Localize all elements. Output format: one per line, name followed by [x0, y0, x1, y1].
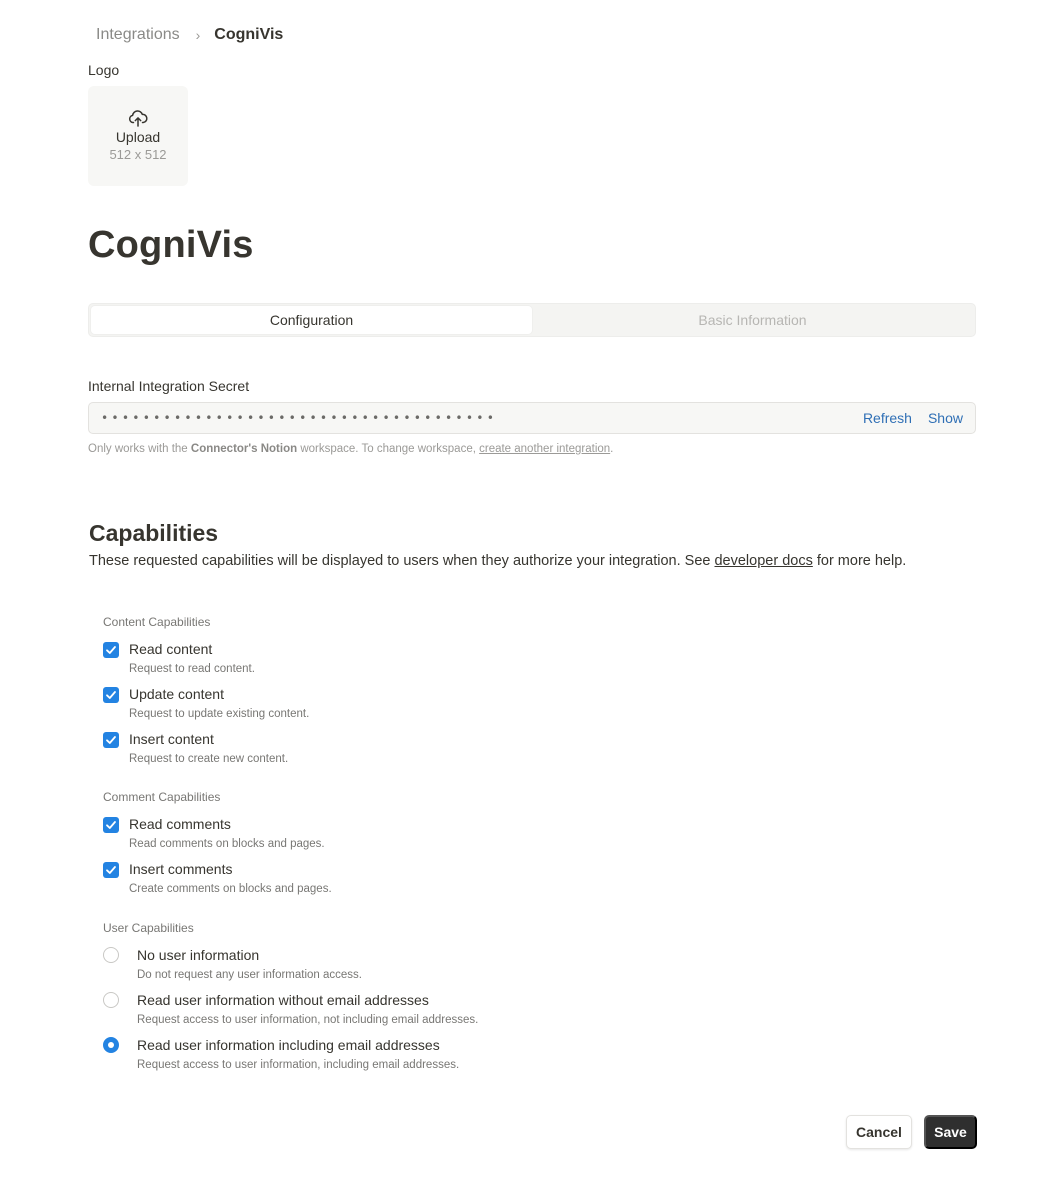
option-description: Request to create new content. — [129, 753, 289, 765]
option-label: Read user information without email addresses — [137, 992, 429, 1008]
breadcrumb — [96, 24, 283, 46]
option-label: No user information — [137, 947, 260, 963]
option-label: Insert content — [129, 731, 214, 747]
no-user-info-option — [103, 946, 362, 983]
secret-help-middle: workspace. To change workspace, — [297, 443, 480, 455]
insert-content-checkbox[interactable] — [103, 732, 119, 748]
checkmark-icon — [105, 689, 117, 701]
user-info-no-email-radio[interactable] — [103, 992, 119, 1008]
tab-bar — [88, 303, 976, 337]
checkmark-icon — [105, 819, 117, 831]
option-label: Insert comments — [129, 861, 233, 877]
refresh-secret-button[interactable]: Refresh — [862, 410, 912, 426]
option-label: Update content — [129, 686, 224, 702]
comment-capabilities-title: Comment Capabilities — [103, 790, 221, 804]
option-description: Request to update existing content. — [129, 708, 310, 720]
secret-field — [88, 402, 976, 434]
option-label: Read content — [129, 641, 213, 657]
capabilities-description — [89, 553, 906, 569]
capabilities-title: Capabilities — [89, 520, 219, 546]
cancel-button[interactable]: Cancel — [846, 1115, 912, 1149]
upload-text: Upload — [115, 129, 161, 145]
page-title: CogniVis — [88, 224, 254, 266]
read-content-checkbox[interactable] — [103, 642, 119, 658]
no-user-info-radio[interactable] — [103, 947, 119, 963]
secret-help-text — [88, 443, 613, 455]
tab-basic-information[interactable]: Basic Information — [698, 312, 807, 328]
content-capabilities-title: Content Capabilities — [103, 615, 211, 629]
update-content-option — [103, 685, 309, 722]
insert-content-option — [103, 730, 288, 767]
option-description: Read comments on blocks and pages. — [129, 838, 325, 850]
create-integration-link[interactable]: create another integration — [479, 443, 611, 455]
save-button[interactable]: Save — [924, 1115, 977, 1149]
upload-size-hint: 512 x 512 — [109, 147, 167, 162]
user-capabilities-title: User Capabilities — [103, 921, 194, 935]
read-comments-checkbox[interactable] — [103, 817, 119, 833]
user-info-no-email-option — [103, 991, 478, 1028]
checkmark-icon — [105, 734, 117, 746]
option-description: Request access to user information, including email addresses. — [137, 1059, 460, 1071]
user-info-with-email-radio[interactable] — [103, 1037, 119, 1053]
show-secret-button[interactable]: Show — [927, 410, 963, 426]
secret-value[interactable]: •••••••••••••••••••••••••••••••••••••• — [101, 411, 498, 425]
logo-upload-button[interactable] — [88, 86, 188, 186]
secret-label: Internal Integration Secret — [88, 378, 250, 394]
chevron-right-icon: › — [195, 27, 201, 43]
insert-comments-checkbox[interactable] — [103, 862, 119, 878]
capabilities-desc-prefix: These requested capabilities will be displayed to users when they authorize your integration. See — [89, 553, 715, 569]
secret-help-workspace: Connector's Notion — [190, 443, 298, 455]
option-label: Read user information including email addresses — [137, 1037, 440, 1053]
checkmark-icon — [105, 864, 117, 876]
checkmark-icon — [105, 644, 117, 656]
breadcrumb-integrations-link[interactable]: Integrations — [96, 26, 180, 43]
secret-help-suffix: . — [610, 443, 614, 455]
read-comments-option — [103, 815, 325, 852]
update-content-checkbox[interactable] — [103, 687, 119, 703]
logo-label: Logo — [88, 62, 120, 78]
cloud-upload-icon — [128, 109, 148, 127]
option-label: Read comments — [129, 816, 231, 832]
option-description: Request access to user information, not including email addresses. — [137, 1014, 479, 1026]
user-info-with-email-option — [103, 1036, 459, 1073]
tab-configuration[interactable]: Configuration — [91, 306, 532, 334]
option-description: Request to read content. — [129, 663, 255, 675]
developer-docs-link[interactable]: developer docs — [714, 553, 813, 569]
secret-help-prefix: Only works with the — [88, 443, 191, 455]
option-description: Create comments on blocks and pages. — [129, 883, 332, 895]
breadcrumb-current: CogniVis — [214, 26, 284, 43]
insert-comments-option — [103, 860, 332, 897]
capabilities-desc-suffix: for more help. — [812, 553, 907, 569]
read-content-option — [103, 640, 255, 677]
option-description: Do not request any user information access. — [137, 969, 363, 981]
